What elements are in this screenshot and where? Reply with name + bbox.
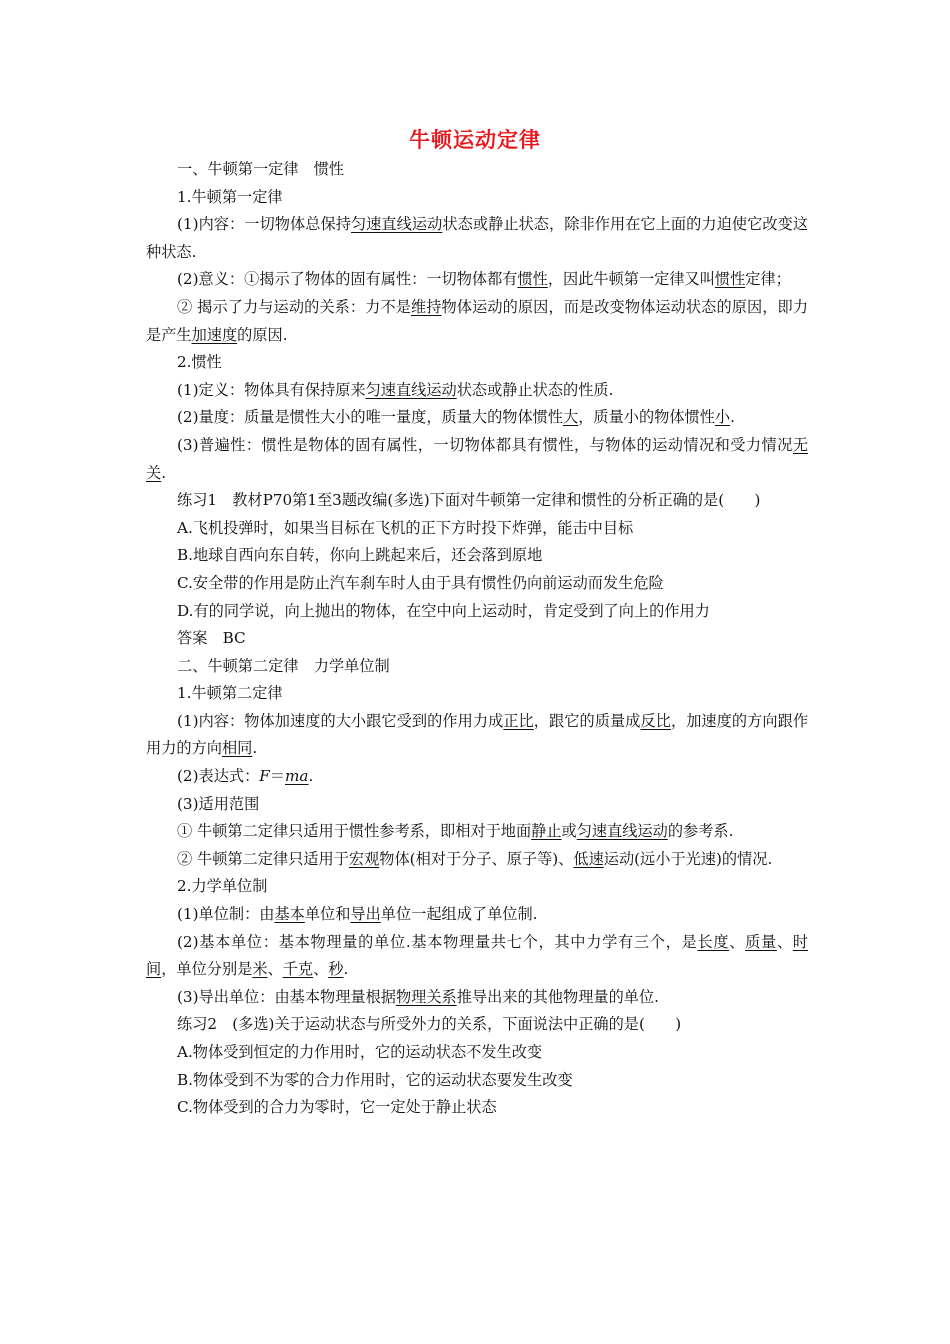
underlined-answer: 正比 xyxy=(503,711,534,730)
exercise-2-question: 练习2 (多选)关于运动状态与所受外力的关系，下面说法中正确的是( ) xyxy=(177,1015,682,1034)
text: (1)内容：物体加速度的大小跟它受到的作用力成 xyxy=(177,711,504,730)
section-1-heading: 一、牛顿第一定律 惯性 xyxy=(177,160,345,178)
underlined-answer: 反比 xyxy=(640,711,671,730)
text: (1)内容：一切物体总保持 xyxy=(177,215,351,234)
text: . xyxy=(730,408,735,427)
underlined-answer: 时间 xyxy=(146,932,809,979)
underlined-answer: 物理关系 xyxy=(395,987,457,1006)
paragraph xyxy=(146,818,808,846)
underlined-answer: 千克 xyxy=(282,960,314,979)
underlined-answer: 维持 xyxy=(411,297,442,316)
underlined-answer: 长度 xyxy=(697,932,730,951)
exercise-2-option-a: A.物体受到恒定的力作用时，它的运动状态不发生改变 xyxy=(177,1043,543,1061)
underlined-answer: 宏观 xyxy=(348,849,380,868)
text: ，加速度的方向跟作用力的方向 xyxy=(146,711,809,758)
exercise-2-option-c: C.物体受到的合力为零时，它一定处于静止状态 xyxy=(177,1098,497,1117)
text: 、 xyxy=(776,932,793,951)
text: 、 xyxy=(313,960,329,979)
underlined-answer: 相同 xyxy=(221,739,253,758)
text: 单位和 xyxy=(304,905,351,924)
text: ，单位分别是 xyxy=(161,960,253,979)
underlined-answer: 加速度 xyxy=(191,325,238,344)
text: ② 揭示了力与运动的关系：力不是 xyxy=(177,297,411,316)
section-2-subheading-2: 2.力学单位制 xyxy=(177,877,268,896)
underlined-answer: 静止 xyxy=(531,822,562,841)
exercise-1-option-c: C.安全带的作用是防止汽车刹车时人由于具有惯性仍向前运动而发生危险 xyxy=(177,573,664,592)
text: ，因此牛顿第一定律又叫 xyxy=(547,270,715,289)
text: 的原因. xyxy=(237,325,288,344)
document-body xyxy=(146,156,808,1122)
text: . xyxy=(343,960,349,979)
text: . xyxy=(252,739,258,758)
text: 或 xyxy=(561,822,577,841)
paragraph xyxy=(146,432,808,487)
paragraph xyxy=(146,901,808,929)
text: 运动(远小于光速)的情况. xyxy=(603,849,773,868)
text: 状态或静止状态，除非作用在它上面的力迫使它改变这种状态. xyxy=(146,215,809,261)
text: (2)表达式： xyxy=(177,767,260,786)
paragraph: (3)适用范围 xyxy=(177,794,260,813)
underlined-answer: 匀速直线运动 xyxy=(350,215,443,234)
underlined-answer: 匀速直线运动 xyxy=(365,380,457,399)
underlined-answer: 惯性 xyxy=(714,270,746,289)
paragraph xyxy=(146,984,808,1012)
text: ① 牛顿第二定律只适用于惯性参考系，即相对于地面 xyxy=(177,822,532,841)
text: 推导出来的其他物理量的单位. xyxy=(456,987,659,1006)
paragraph xyxy=(146,708,808,763)
text: . xyxy=(308,767,314,786)
paragraph xyxy=(146,266,808,294)
text: (3)普遍性：惯性是物体的固有属性，一切物体都具有惯性，与物体的运动情况和受力情况 xyxy=(177,435,793,454)
exercise-2-option-b: B.物体受到不为零的合力作用时，它的运动状态要发生改变 xyxy=(177,1070,573,1089)
underlined-answer: 匀速直线运动 xyxy=(576,822,668,841)
formula-paragraph xyxy=(146,763,808,791)
section-2-subheading-1: 1.牛顿第二定律 xyxy=(177,684,283,703)
text: ，质量小的物体惯性 xyxy=(578,408,715,427)
text: 物体运动的原因，而是改变物体运动状态的原因，即力是产生 xyxy=(146,297,809,344)
underlined-answer: 大 xyxy=(563,408,579,427)
text: 单位一起组成了单位制. xyxy=(380,905,538,924)
text: ② 牛顿第二定律只适用于 xyxy=(177,849,349,868)
formula-ma: ma xyxy=(285,767,309,786)
formula-force: F xyxy=(259,767,270,786)
text: 物体(相对于分子、原子等)、 xyxy=(379,849,574,868)
section-1-subheading-2: 2.惯性 xyxy=(177,353,222,372)
text: 定律； xyxy=(745,270,791,289)
text: ，跟它的质量成 xyxy=(533,711,641,730)
paragraph xyxy=(146,846,808,874)
paragraph xyxy=(146,211,808,266)
page-title: 牛顿运动定律 xyxy=(409,128,541,152)
paragraph xyxy=(146,294,808,349)
text: (2)基本单位：基本物理量的单位.基本物理量共七个，其中力学有三个，是 xyxy=(177,932,698,951)
paragraph xyxy=(146,377,808,405)
underlined-answer: 小 xyxy=(714,408,731,427)
exercise-1-question: 练习1 教材P70第1至3题改编(多选)下面对牛顿第一定律和惯性的分析正确的是( ) xyxy=(177,491,761,510)
text: (1)单位制：由 xyxy=(177,905,275,924)
underlined-answer: 米 xyxy=(252,960,268,979)
underlined-answer: 质量 xyxy=(745,932,777,951)
text: (2)量度：质量是惯性大小的唯一量度，质量大的物体惯性 xyxy=(177,408,564,427)
underlined-answer: 秒 xyxy=(328,960,344,979)
text: (3)导出单位：由基本物理量根据 xyxy=(177,987,396,1006)
underlined-answer: 基本 xyxy=(274,905,305,924)
exercise-1-option-d: D.有的同学说，向上抛出的物体，在空中向上运动时，肯定受到了向上的作用力 xyxy=(177,601,710,620)
formula-equals: ＝ xyxy=(269,767,285,786)
exercise-1-option-a: A.飞机投弹时，如果当目标在飞机的正下方时投下炸弹，能击中目标 xyxy=(177,518,634,537)
exercise-1-option-b: B.地球自西向东自转，你向上跳起来后，还会落到原地 xyxy=(177,546,543,565)
exercise-1-answer: 答案 BC xyxy=(177,629,246,648)
underlined-answer: 惯性 xyxy=(517,270,548,289)
text: (1)定义：物体具有保持原来 xyxy=(177,380,366,399)
underlined-answer: 导出 xyxy=(350,905,381,924)
text: 状态或静止状态的性质. xyxy=(456,380,614,399)
section-2-heading: 二、牛顿第二定律 力学单位制 xyxy=(177,656,390,675)
text: 、 xyxy=(729,932,746,951)
text: (2)意义：①揭示了物体的固有属性：一切物体都有 xyxy=(177,270,518,289)
paragraph xyxy=(146,404,808,432)
underlined-answer: 低速 xyxy=(573,849,604,868)
paragraph xyxy=(146,929,808,984)
text: 的参考系. xyxy=(667,822,734,841)
section-1-subheading-1: 1.牛顿第一定律 xyxy=(177,187,283,206)
underlined-answer: 无关 xyxy=(146,435,808,482)
text: 、 xyxy=(267,960,283,979)
text: . xyxy=(161,463,167,482)
